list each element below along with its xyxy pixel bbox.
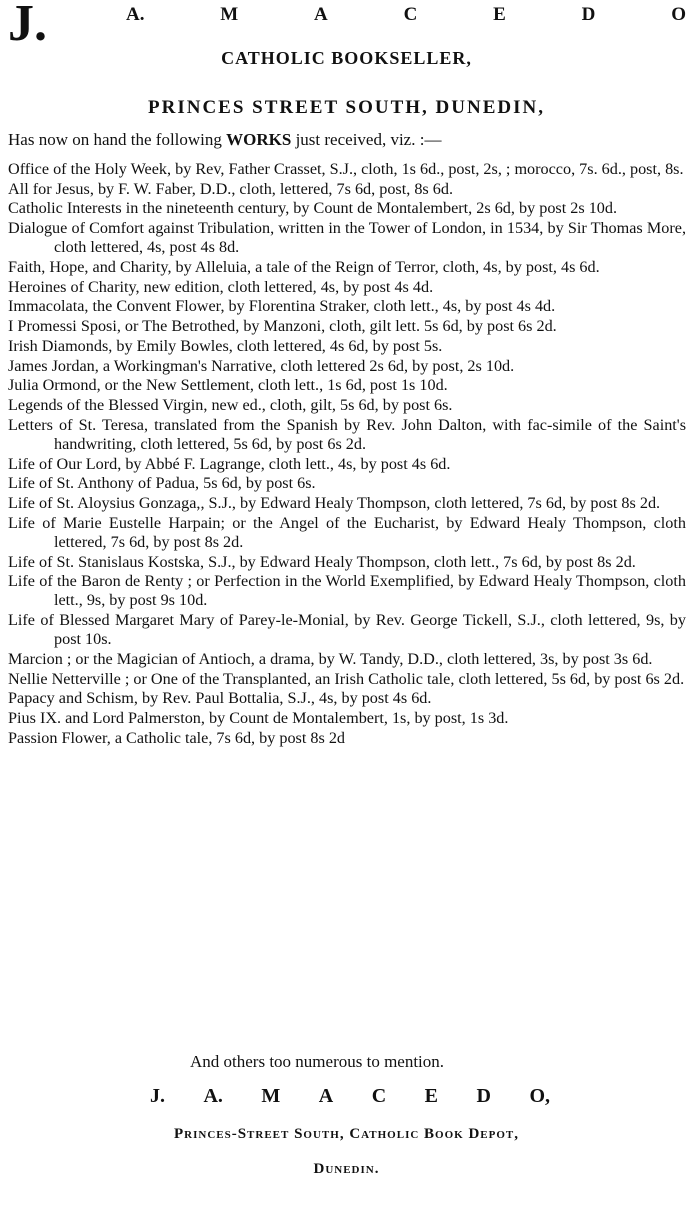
book-entry <box>8 572 686 610</box>
header-name-letter: E <box>493 4 506 25</box>
book-title: Nellie Netterville ; or One of the Transplanted, an Irish Catholic tale <box>8 669 451 688</box>
book-entry <box>8 219 686 257</box>
footer-name-letter: A <box>318 1085 334 1107</box>
book-title: Office of the Holy Week <box>8 160 168 178</box>
book-entry <box>8 258 686 277</box>
book-entry <box>8 297 686 316</box>
book-title: Life of St. Anthony of Padua <box>8 474 196 493</box>
footer-name-letter: M <box>261 1085 281 1107</box>
footer-name-letter: J. <box>150 1085 165 1107</box>
header-subtitle: CATHOLIC BOOKSELLER, <box>221 48 472 68</box>
book-details: , cloth lettered 2s 6d, by post, 2s 10d. <box>272 356 515 375</box>
footer-name-letter: A. <box>203 1085 223 1107</box>
book-title: Passion Flower, a Catholic tale <box>8 728 209 747</box>
book-title: Catholic Interests in the nineteenth century <box>8 199 286 218</box>
book-entry <box>8 337 686 356</box>
book-list <box>8 160 686 749</box>
book-entry <box>8 709 686 728</box>
book-title: Papacy and Schism <box>8 689 134 708</box>
book-entry <box>8 376 686 395</box>
book-entry <box>8 278 686 297</box>
book-details: , by Florentina Straker, cloth lett., 4s, by post 4s 4d. <box>220 297 556 316</box>
header-name-letter: O <box>671 4 686 25</box>
book-entry <box>8 553 686 572</box>
footer-name-letter: D <box>476 1085 491 1107</box>
book-entry <box>8 670 686 689</box>
book-title: Life of St. Aloysius Gonzaga <box>8 493 197 512</box>
footer-name-letter: C <box>371 1085 387 1107</box>
book-entry <box>8 357 686 376</box>
header-initial: J. <box>8 0 47 52</box>
footer-name-letter: O, <box>529 1085 550 1107</box>
book-title: Life of the Baron de Renty ; or Perfection in the World Exemplified <box>8 572 450 591</box>
book-details: , by W. Tandy, D.D., cloth lettered, 3s, by post 3s 6d. <box>310 650 653 669</box>
book-entry <box>8 180 686 199</box>
header-name-letter: A <box>314 4 328 25</box>
book-title: James Jordan, a Workingman's Narrative <box>8 356 273 375</box>
book-details: , new edition, cloth lettered, 4s, by post 4s 4d. <box>135 277 434 296</box>
header-name <box>126 4 686 26</box>
intro-line <box>8 130 441 150</box>
book-details: , 7s 6d, by post 8s 2d <box>208 728 346 747</box>
book-details: , by F. W. Faber, D.D., cloth, lettered, 7s 6d, post, 8s 6d. <box>89 179 453 198</box>
book-details: , cloth lettered, 5s 6d, by post 6s 2d. <box>450 669 685 688</box>
book-details: , by Count de Montalembert, 2s 6d, by post 2s 10d. <box>285 199 618 218</box>
book-details: , by Edward Healy Thompson, cloth lettered, 7s 6d, by post 8s 2d. <box>54 513 686 551</box>
book-entry <box>8 689 686 708</box>
book-entry <box>8 514 686 552</box>
book-entry <box>8 455 686 474</box>
book-entry <box>8 494 686 513</box>
book-title: I Promessi Sposi, or The Betrothed <box>8 317 236 336</box>
book-entry <box>8 611 686 649</box>
book-details: , new ed., cloth, gilt, 5s 6d, by post 6s. <box>203 395 453 414</box>
header-name-letter: D <box>581 4 596 25</box>
book-title: Pius IX. and Lord Palmerston <box>8 709 201 728</box>
book-title: Life of Marie Eustelle Harpain; or the Angel of the Eucharist <box>8 513 435 532</box>
book-details: , by Manzoni, cloth, gilt lett. 5s 6d, by post 6s 2d. <box>235 317 557 336</box>
book-title: Marcion ; or the Magician of Antioch, a drama <box>8 650 311 669</box>
book-entry <box>8 160 686 179</box>
header-name-letter: C <box>403 4 418 25</box>
book-details: ,, S.J., by Edward Healy Thompson, cloth lettered, 7s 6d, by post 8s 2d. <box>196 493 661 512</box>
book-entry <box>8 650 686 669</box>
footer-name <box>150 1085 550 1108</box>
book-entry <box>8 396 686 415</box>
book-entry <box>8 416 686 454</box>
intro-emphasis: WORKS <box>226 130 292 149</box>
book-details: , by Alleluia, a tale of the Reign of Terror, cloth, 4s, by post, 4s 6d. <box>167 258 600 277</box>
book-details: , by Rev. George Tickell, S.J., cloth lettered, 9s, by post 10s. <box>54 611 686 649</box>
book-title: Legends of the Blessed Virgin <box>8 395 204 414</box>
book-details: , S.J., by Edward Healy Thompson, cloth lett., 7s 6d, by post 8s 2d. <box>200 552 636 571</box>
header-name-letter: A. <box>126 4 145 25</box>
book-entry <box>8 729 686 748</box>
book-details: , cloth lett., 1s 6d, post 1s 10d. <box>249 376 448 395</box>
book-title: Dialogue of Comfort against Tribulation <box>8 219 271 238</box>
book-entry <box>8 474 686 493</box>
book-details: , by Count de Montalembert, 1s, by post, 1s 3d. <box>200 709 509 728</box>
book-details: , translated from the Spanish by Rev. John Dalton, with fac-simile of the Saint's handwriting, cloth lettered, 5s 6d, by post 6s 2d. <box>54 415 687 453</box>
header-address: PRINCES STREET SOUTH, DUNEDIN, <box>148 97 545 118</box>
book-title: Life of St. Stanislaus Kostska <box>8 552 200 571</box>
book-title: Life of Blessed Margaret Mary of Parey-le-Monial <box>8 611 345 630</box>
book-title: Heroines of Charity <box>8 277 136 296</box>
book-title: Faith, Hope, and Charity <box>8 258 168 277</box>
book-details: , by Abbé F. Lagrange, cloth lett., 4s, by post 4s 6d. <box>117 454 451 473</box>
footer-address: Princes-Street South, Catholic Book Depot, <box>173 1126 520 1142</box>
intro-before: Has now on hand the following <box>8 130 227 149</box>
closing-note: And others too numerous to mention. <box>190 1052 445 1071</box>
book-details: , written in the Tower of London, in 1534, by Sir Thomas More, cloth lettered, 4s, post 4s 8d. <box>54 219 686 257</box>
book-entry <box>8 199 686 218</box>
intro-after: just received, viz. :— <box>291 130 442 149</box>
header-name-letter: M <box>220 4 239 25</box>
book-details: , 5s 6d, by post 6s. <box>195 474 316 493</box>
book-title: Immacolata, the Convent Flower <box>8 297 221 316</box>
header <box>6 0 693 52</box>
book-entry <box>8 317 686 336</box>
footer-name-letter: E <box>424 1085 439 1107</box>
footer-city: Dunedin. <box>313 1161 380 1177</box>
book-title: Life of Our Lord <box>8 454 118 473</box>
book-title: Julia Ormond, or the New Settlement <box>8 376 250 395</box>
book-details: , by Rev. Paul Bottalia, S.J., 4s, by post 4s 6d. <box>133 689 432 708</box>
book-title: All for Jesus <box>8 179 90 198</box>
book-details: , by Edward Healy Thompson, cloth lett., 9s, by post 9s 10d. <box>54 572 686 610</box>
book-details: , by Rev, Father Crasset, S.J., cloth, 1s 6d., post, 2s, ; morocco, 7s. 6d., post, 8s. <box>167 160 684 178</box>
book-title: Irish Diamonds <box>8 336 109 355</box>
book-title: Letters of St. Teresa <box>8 415 144 434</box>
book-details: , by Emily Bowles, cloth lettered, 4s 6d, by post 5s. <box>108 336 443 355</box>
